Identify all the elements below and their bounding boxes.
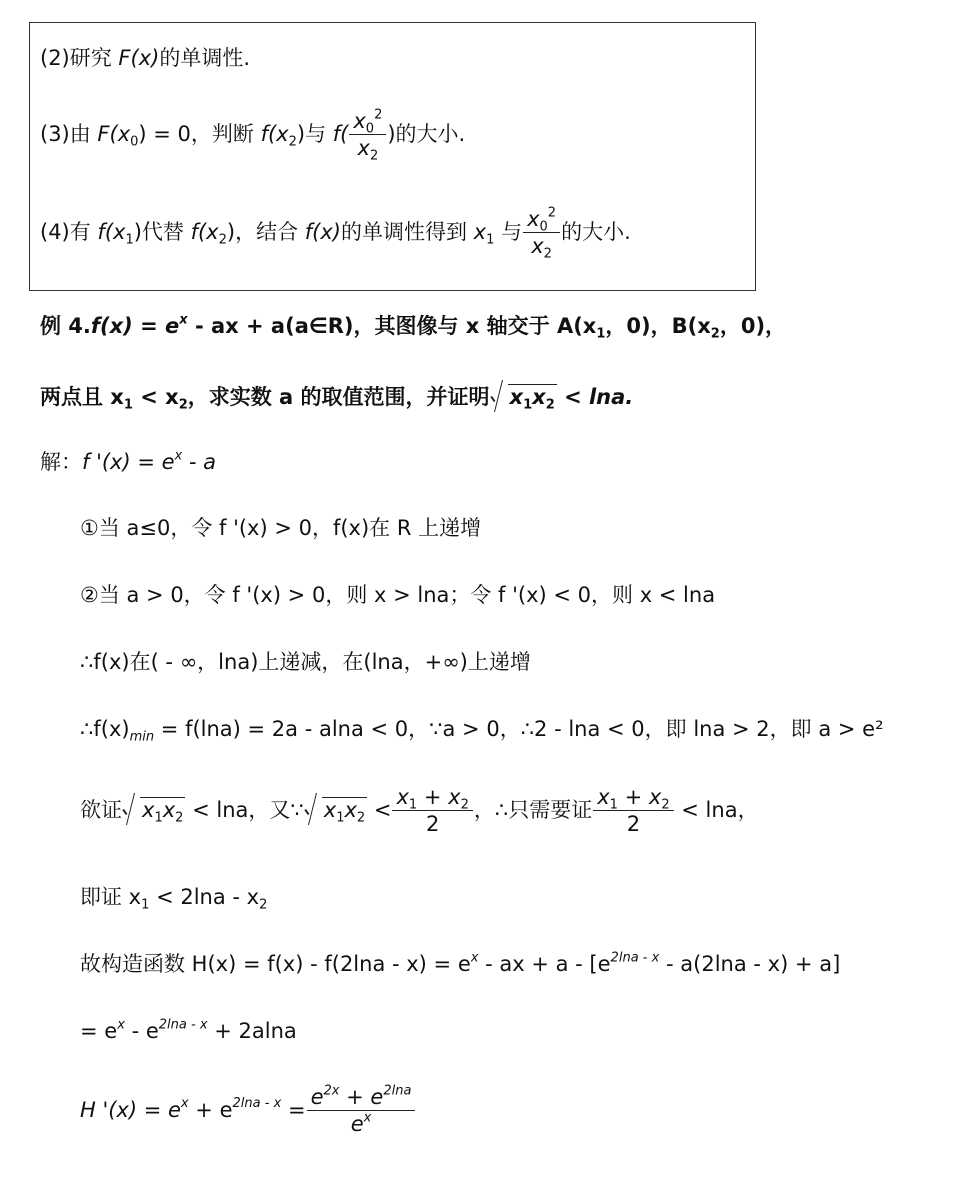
sol6-fn-s2: 2 — [460, 797, 469, 813]
sol10-den-sup: x — [363, 1110, 372, 1126]
example-label: 例 4. — [40, 314, 91, 338]
example-s2: 2 — [710, 326, 720, 342]
sol10-den: e — [350, 1112, 364, 1137]
sol6-r2a: x — [323, 797, 337, 822]
sol8-a: 故构造函数 H(x) = f(x) - f(2lna - x) = e — [80, 952, 471, 976]
sol10-fraction — [307, 1084, 416, 1138]
sol9-sup2: 2lna - x — [158, 1017, 208, 1033]
sol6-r1a: x — [142, 797, 155, 822]
example2-s1: 1 — [123, 397, 133, 413]
item4-f2: f(x — [190, 219, 219, 244]
solution-line-8 — [80, 950, 841, 976]
solution-line-5 — [80, 717, 884, 745]
sol6-m2: ，∴只需要证 — [473, 797, 593, 822]
sol6-r2b: x — [344, 797, 357, 822]
item3-f: f( — [332, 121, 349, 146]
item3-den-x: x — [357, 136, 370, 161]
sol9-c: + 2alna — [207, 1019, 297, 1043]
sol6-fn-a: x — [396, 785, 409, 809]
box-item-4 — [40, 206, 631, 260]
sol6-r2s: 1 — [336, 810, 345, 826]
sol6-fd: 2 — [425, 812, 440, 837]
item3-sub2: 2 — [288, 134, 297, 150]
sol1-sup: x — [174, 448, 183, 464]
sol6-fn-s1: 1 — [408, 797, 418, 813]
item4-x1s: 1 — [486, 232, 495, 248]
sol6-r2t: 2 — [356, 810, 366, 826]
item4-den-sub: 2 — [543, 246, 552, 262]
item2-fn: F — [118, 46, 131, 70]
item3-den-sub: 2 — [369, 148, 379, 164]
sol10-c: = — [281, 1097, 306, 1122]
solution-line-3 — [80, 585, 715, 606]
solution-line-9 — [80, 1017, 297, 1043]
item2-arg: (x) — [130, 46, 160, 70]
sol9-b: - e — [124, 1019, 159, 1043]
item4-yu: 与 — [494, 219, 523, 244]
sol10-b: + e — [188, 1097, 233, 1122]
sol6-r1b: x — [162, 797, 176, 822]
sol6-lead: 欲证 — [80, 797, 122, 822]
sqrt-x1: x — [509, 385, 524, 409]
item3-fx0: F(x — [97, 121, 131, 146]
sol6-gd: 2 — [626, 812, 641, 837]
example2-s2: 2 — [178, 397, 188, 413]
item3-mid: )与 — [296, 121, 333, 146]
box-item-2 — [40, 48, 250, 69]
sol6-gn-a: x — [597, 785, 610, 809]
item3-num-x: x — [353, 109, 366, 133]
sol3-text: ②当 a > 0，令 f '(x) > 0，则 x > lna；令 f '(x) < 0，则 x < lna — [80, 583, 716, 607]
item3-num-sup: 2 — [374, 107, 383, 123]
sol5-sub: min — [129, 729, 155, 745]
solution-line-4 — [80, 652, 531, 673]
item2-tail: 的单调性. — [159, 46, 251, 70]
example2-lt: < x — [132, 385, 179, 409]
sol6-sqrt-1 — [124, 797, 185, 826]
item4-fx: f(x) — [304, 219, 341, 244]
sol8-sup2: 2lna - x — [610, 950, 660, 966]
item4-num-sub: 0 — [539, 219, 548, 235]
sqrt-s1: 1 — [523, 397, 533, 413]
item3-num-sub: 0 — [365, 121, 375, 137]
item4-lead: (4)有 — [40, 219, 98, 244]
sol6-r1t: 2 — [175, 810, 184, 826]
sol10-num-sup1: 2x — [323, 1083, 340, 1099]
sol1-expr: f '(x) = e — [82, 450, 175, 474]
sol6-gn-s1: 1 — [609, 797, 618, 813]
item4-mid3: 的单调性得到 — [340, 219, 474, 244]
sol6-tail: < lna， — [674, 797, 759, 822]
sol6-gn-s2: 2 — [661, 797, 670, 813]
example2-lead: 两点且 x — [40, 385, 124, 409]
item4-x1: x — [473, 219, 487, 244]
sol6-gn-plus: + x — [617, 785, 662, 809]
sol6-fraction-2 — [593, 784, 673, 838]
item4-mid2: )，结合 — [226, 219, 305, 244]
item4-mid1: )代替 — [133, 219, 191, 244]
sol6-fn-plus: + x — [417, 785, 461, 809]
sqrt-s2: 2 — [545, 397, 555, 413]
sol10-num-sup2: 2lna — [383, 1083, 412, 1099]
sol5-b: = f(lna) = 2a - alna < 0，∵a > 0，∴2 - lna < 0，即 lna > 2，即 a > e² — [154, 717, 884, 741]
sol8-sup1: x — [470, 950, 479, 966]
item3-eq0: ) = 0，判断 — [138, 121, 261, 146]
example-rest: - ax + a(a∈R)，其图像与 x 轴交于 A(x — [187, 314, 597, 338]
sol4-text: ∴f(x)在( - ∞，lna)上递减，在(lna，+∞)上递增 — [80, 650, 531, 674]
sol7-s1: 1 — [141, 897, 150, 913]
sol7-a: 即证 x — [80, 885, 142, 909]
sol6-lt: < — [367, 797, 392, 822]
sqrt-x1x2 — [492, 384, 557, 413]
sol9-sup1: x — [117, 1017, 125, 1033]
item3-tail: )的大小. — [387, 121, 466, 146]
item2-lead: (2)研究 — [40, 46, 119, 70]
sqrt-x2: x — [532, 385, 546, 409]
sol8-b: - ax + a - [e — [478, 952, 611, 976]
item4-s2: 2 — [218, 232, 227, 248]
solution-line-1 — [40, 448, 217, 474]
item4-fraction — [523, 206, 560, 260]
sol5-a: ∴f(x) — [80, 717, 130, 741]
sol6-r1s: 1 — [154, 810, 163, 826]
sol10-sup1: x — [180, 1096, 189, 1111]
example-s1: 1 — [596, 326, 606, 342]
solution-line-2 — [80, 518, 481, 539]
sol1-tail: - a — [182, 450, 217, 474]
item3-sub0: 0 — [130, 134, 139, 150]
sol10-num-b: + e — [339, 1085, 384, 1109]
item3-fraction — [349, 108, 386, 162]
solution-line-10 — [80, 1084, 416, 1138]
sol6-fraction-1 — [392, 784, 472, 838]
example-end: ，0)， — [719, 314, 787, 338]
sol8-c: - a(2lna - x) + a] — [659, 952, 841, 976]
example-fx: f(x) = e — [90, 314, 180, 338]
item4-tail: 的大小. — [561, 219, 631, 244]
solution-line-7 — [80, 885, 268, 913]
sol7-s2: 2 — [259, 897, 268, 913]
solution-line-6 — [80, 784, 759, 838]
example-line-2 — [40, 384, 634, 413]
sol10-a: H '(x) = e — [80, 1097, 181, 1122]
item4-den-x: x — [531, 234, 544, 259]
sol1-lead: 解： — [40, 450, 82, 474]
sol9-a: = e — [80, 1019, 118, 1043]
sol6-sqrt-2 — [306, 797, 367, 826]
sol10-sup2: 2lna - x — [232, 1096, 282, 1111]
item4-num-x: x — [527, 207, 540, 231]
sol7-b: < 2lna - x — [149, 885, 260, 909]
example2-tail: < lna. — [556, 385, 634, 409]
box-item-3 — [40, 108, 465, 162]
item4-s1: 1 — [125, 232, 134, 248]
example-sup: x — [179, 312, 188, 328]
sol2-text: ①当 a≤0，令 f '(x) > 0，f(x)在 R 上递增 — [80, 516, 482, 540]
example-mid: ，0)，B(x — [605, 314, 711, 338]
sol10-num-a: e — [310, 1085, 324, 1109]
example-line-1 — [40, 312, 787, 342]
sol6-m1: < lna，又∵ — [185, 797, 304, 822]
item3-lead: (3)由 — [40, 121, 98, 146]
item3-fx2: f(x — [260, 121, 289, 146]
item4-num-sup: 2 — [547, 205, 557, 221]
example2-mid: ，求实数 a 的取值范围，并证明 — [187, 385, 490, 409]
item4-f1: f(x — [97, 219, 126, 244]
